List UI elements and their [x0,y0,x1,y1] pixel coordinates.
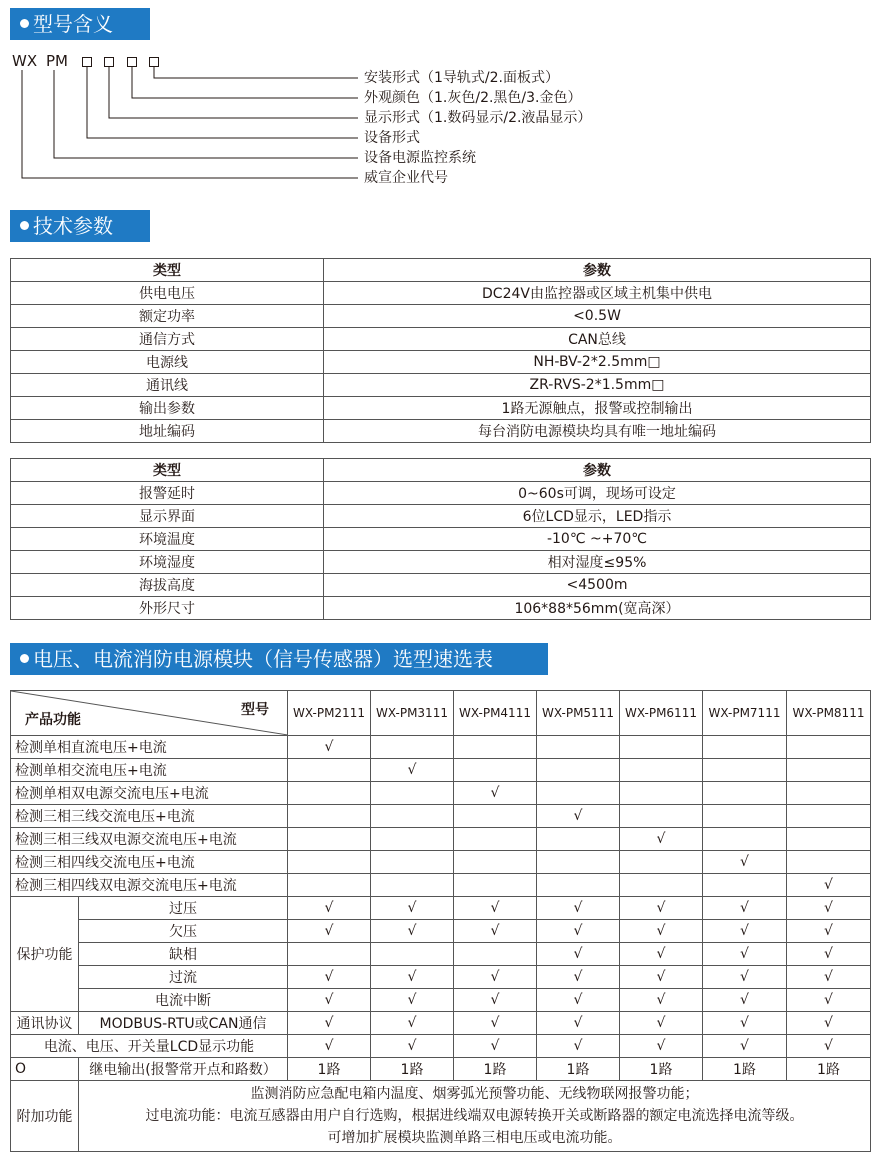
comm-group-label: 通讯协议 [11,1012,79,1035]
selection-table [10,690,871,1152]
check-cell [288,828,371,851]
check-cell [787,782,871,805]
table-row [11,528,871,551]
check-cell [703,828,787,851]
check-cell: √ [703,897,787,920]
bullet-icon [20,654,29,663]
corner-label-model: 型号 [241,702,269,718]
check-cell [537,782,620,805]
check-cell: √ [454,897,537,920]
check-cell: √ [620,1012,703,1035]
check-cell: √ [703,851,787,874]
check-cell [537,851,620,874]
check-cell: √ [537,897,620,920]
protect-item-label: 过流 [79,966,288,989]
relay-label: 继电输出(报警常开点和路数） [79,1058,288,1081]
check-cell: √ [371,966,454,989]
table-row [11,736,871,759]
cell-type: 环境湿度 [11,551,324,574]
cell-type: 电源线 [11,351,324,374]
table-row [11,943,871,966]
protect-item-label: 电流中断 [79,989,288,1012]
cell-param: 相对湿度≤95% [324,551,871,574]
check-cell: √ [454,1035,537,1058]
check-cell: √ [454,989,537,1012]
check-cell: √ [454,966,537,989]
check-cell [620,782,703,805]
check-cell: √ [288,1035,371,1058]
check-cell: √ [787,966,871,989]
cell-param: 106*88*56mm(宽高深） [324,597,871,620]
check-cell: √ [620,943,703,966]
check-cell [371,943,454,966]
table-row [11,1035,871,1058]
cell-param: 每台消防电源模块均具有唯一地址编码 [324,420,871,443]
check-cell: √ [288,966,371,989]
check-cell [288,805,371,828]
section-title-selection: 电压、电流消防电源模块（信号传感器）选型速选表 [10,643,548,675]
table-row [11,874,871,897]
check-cell [371,828,454,851]
check-cell [620,874,703,897]
function-label: 检测三相三线交流电压+电流 [11,805,288,828]
cell-type: 通讯线 [11,374,324,397]
table-row [11,805,871,828]
cell-param: NH-BV-2*2.5mm□ [324,351,871,374]
comm-label: MODBUS-RTU或CAN通信 [79,1012,288,1035]
check-cell: √ [537,920,620,943]
relay-value-cell: 1路 [454,1058,537,1081]
check-cell [371,874,454,897]
check-cell: √ [787,1035,871,1058]
check-cell [288,759,371,782]
check-cell [537,736,620,759]
model-label-install: 安装形式（1导轨式/2.面板式） [364,70,559,86]
model-header: WX-PM2111 [288,691,371,736]
table-header-row [11,459,871,482]
model-label-display: 显示形式（1.数码显示/2.液晶显示） [364,110,592,126]
extra-group-label: 附加功能 [11,1081,79,1152]
table-row [11,374,871,397]
check-cell [454,736,537,759]
table-row [11,966,871,989]
table-row [11,328,871,351]
header-type: 类型 [11,459,324,482]
table-row [11,574,871,597]
protect-group-label: 保护功能 [11,897,79,1012]
check-cell [454,874,537,897]
check-cell [537,759,620,782]
check-cell: √ [288,920,371,943]
check-cell [703,782,787,805]
header-type: 类型 [11,259,324,282]
relay-group-label: O [11,1058,79,1081]
cell-type: 外形尺寸 [11,597,324,620]
model-header: WX-PM7111 [703,691,787,736]
table-row [11,397,871,420]
check-cell [288,874,371,897]
model-label-system: 设备电源监控系统 [364,150,476,166]
table-row [11,989,871,1012]
check-cell: √ [371,1012,454,1035]
check-cell [454,759,537,782]
check-cell [787,736,871,759]
function-label: 检测三相三线双电源交流电压+电流 [11,828,288,851]
cell-param: <0.5W [324,305,871,328]
table-row [11,282,871,305]
relay-value-cell: 1路 [537,1058,620,1081]
check-cell [787,851,871,874]
model-prefix-wx: WX [12,52,38,70]
table-row [11,505,871,528]
check-cell [787,828,871,851]
model-label-color: 外观颜色（1.灰色/2.黑色/3.金色） [364,90,582,106]
cell-type: 额定功率 [11,305,324,328]
check-cell [288,943,371,966]
check-cell [288,782,371,805]
check-cell: √ [703,1035,787,1058]
table-row [11,828,871,851]
check-cell: √ [703,966,787,989]
function-label: 检测单相交流电压+电流 [11,759,288,782]
check-cell: √ [537,1035,620,1058]
check-cell [787,805,871,828]
check-cell: √ [620,989,703,1012]
protect-item-label: 欠压 [79,920,288,943]
cell-param: ZR-RVS-2*1.5mm□ [324,374,871,397]
check-cell: √ [537,1012,620,1035]
check-cell: √ [371,1035,454,1058]
cell-param: 0~60s可调，现场可设定 [324,482,871,505]
cell-type: 环境温度 [11,528,324,551]
check-cell: √ [454,920,537,943]
check-cell [620,851,703,874]
check-cell [454,805,537,828]
cell-param: 6位LCD显示，LED指示 [324,505,871,528]
extra-content [79,1081,871,1152]
section-title-tech-params: 技术参数 [10,210,150,242]
check-cell [787,759,871,782]
check-cell: √ [288,989,371,1012]
check-cell: √ [371,920,454,943]
check-cell: √ [787,920,871,943]
check-cell: √ [787,989,871,1012]
check-cell [620,805,703,828]
table-row [11,759,871,782]
check-cell: √ [703,989,787,1012]
cell-type: 报警延时 [11,482,324,505]
extra-row [11,1081,871,1152]
cell-param: CAN总线 [324,328,871,351]
relay-value-cell: 1路 [620,1058,703,1081]
table-row [11,782,871,805]
check-cell: √ [288,1012,371,1035]
check-cell: √ [703,943,787,966]
protect-item-label: 过压 [79,897,288,920]
check-cell: √ [371,989,454,1012]
function-label: 检测三相四线双电源交流电压+电流 [11,874,288,897]
check-cell: √ [620,920,703,943]
cell-type: 地址编码 [11,420,324,443]
check-cell: √ [787,874,871,897]
check-cell: √ [620,1035,703,1058]
check-cell: √ [288,897,371,920]
protect-item-label: 缺相 [79,943,288,966]
function-label: 检测单相直流电压+电流 [11,736,288,759]
function-label: 检测单相双电源交流电压+电流 [11,782,288,805]
relay-value-cell: 1路 [787,1058,871,1081]
check-cell [703,874,787,897]
check-cell: √ [454,782,537,805]
cell-type: 显示界面 [11,505,324,528]
model-label-device: 设备形式 [364,130,420,146]
header-param: 参数 [324,259,871,282]
check-cell: √ [454,1012,537,1035]
cell-param: DC24V由监控器或区域主机集中供电 [324,282,871,305]
cell-type: 通信方式 [11,328,324,351]
check-cell: √ [620,966,703,989]
check-cell: √ [537,805,620,828]
model-header: WX-PM5111 [537,691,620,736]
check-cell: √ [537,943,620,966]
check-cell [703,759,787,782]
table-row [11,305,871,328]
tech-params-table-2 [10,458,871,620]
table-row [11,1058,871,1081]
cell-type: 输出参数 [11,397,324,420]
check-cell: √ [371,759,454,782]
check-cell [620,759,703,782]
check-cell: √ [537,989,620,1012]
model-header: WX-PM3111 [371,691,454,736]
cell-param: -10℃ ~+70℃ [324,528,871,551]
check-cell [537,874,620,897]
extra-line: 过电流功能：电流互感器由用户自行选购，根据进线端双电源转换开关或断路器的额定电流选择电流等级。 [145,1108,804,1124]
check-cell [371,736,454,759]
cell-type: 海拔高度 [11,574,324,597]
corner-cell [11,691,288,736]
selection-header-row [11,691,871,736]
table-row [11,920,871,943]
table-row [11,851,871,874]
tech-params-table-1 [10,258,871,443]
cell-param: 1路无源触点，报警或控制输出 [324,397,871,420]
table-row [11,351,871,374]
model-header: WX-PM6111 [620,691,703,736]
check-cell: √ [620,897,703,920]
check-cell [454,851,537,874]
check-cell: √ [620,828,703,851]
table-header-row [11,259,871,282]
relay-value-cell: 1路 [371,1058,454,1081]
cell-param: <4500m [324,574,871,597]
check-cell: √ [288,736,371,759]
model-header: WX-PM4111 [454,691,537,736]
check-cell: √ [787,1012,871,1035]
check-cell [288,851,371,874]
cell-type: 供电电压 [11,282,324,305]
check-cell [620,736,703,759]
table-row [11,420,871,443]
bullet-icon [20,221,29,230]
model-prefix-pm: PM [46,52,68,70]
check-cell: √ [703,920,787,943]
check-cell [703,805,787,828]
check-cell [537,828,620,851]
check-cell [371,782,454,805]
check-cell [454,828,537,851]
check-cell [371,805,454,828]
section-title-model-meaning: 型号含义 [10,8,150,40]
extra-line: 可增加扩展模块监测单路三相电压或电流功能。 [327,1130,622,1146]
model-label-company: 威宣企业代号 [364,170,448,186]
check-cell [454,943,537,966]
table-row [11,897,871,920]
relay-value-cell: 1路 [703,1058,787,1081]
function-label: 检测三相四线交流电压+电流 [11,851,288,874]
check-cell: √ [537,966,620,989]
header-param: 参数 [324,459,871,482]
check-cell [703,736,787,759]
check-cell: √ [703,1012,787,1035]
check-cell: √ [787,897,871,920]
table-row [11,482,871,505]
model-header: WX-PM8111 [787,691,871,736]
check-cell [371,851,454,874]
extra-line: 监测消防应急配电箱内温度、烟雾弧光预警功能、无线物联网报警功能； [250,1086,699,1102]
table-row [11,597,871,620]
table-row [11,1012,871,1035]
check-cell: √ [787,943,871,966]
relay-value-cell: 1路 [288,1058,371,1081]
corner-label-function: 产品功能 [25,712,81,728]
lcd-label: 电流、电压、开关量LCD显示功能 [11,1035,288,1058]
table-row [11,551,871,574]
check-cell: √ [371,897,454,920]
